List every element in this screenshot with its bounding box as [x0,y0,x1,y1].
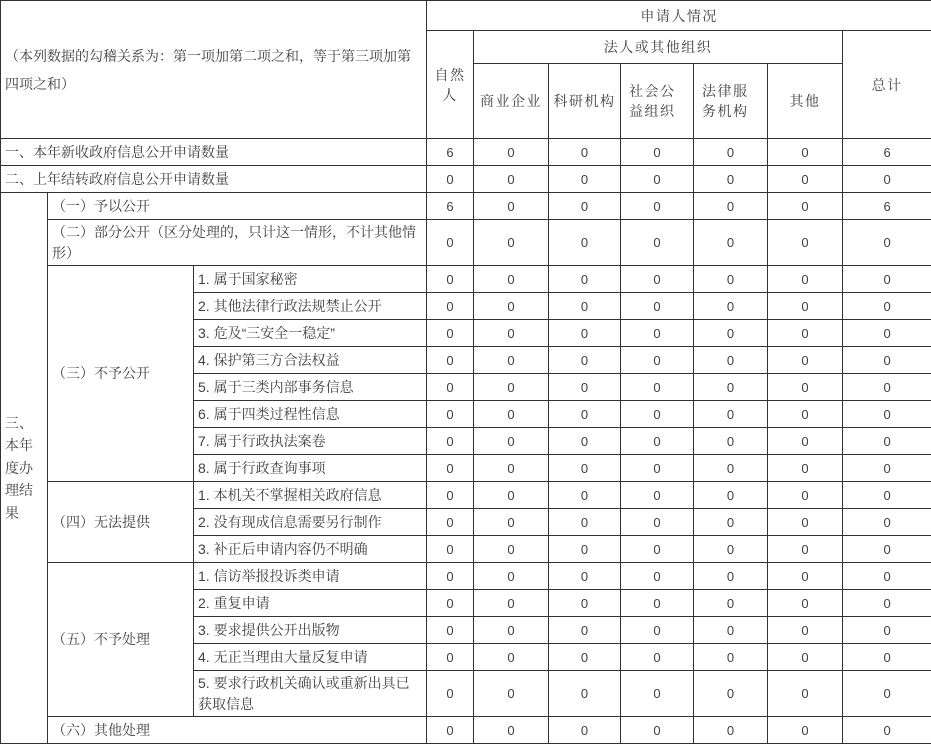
value-cell: 0 [621,293,694,320]
value-cell: 0 [768,563,843,590]
note-cell: （本列数据的勾稽关系为：第一项加第二项之和，等于第三项加第四项之和） [1,1,427,139]
col-header-public-welfare-org: 社会公益组织 [621,64,694,139]
col-header-research-institution: 科研机构 [549,64,621,139]
value-cell: 0 [843,717,931,744]
table-row [1,717,931,744]
value-cell: 0 [621,428,694,455]
value-cell: 0 [474,671,549,717]
value-cell: 0 [768,166,843,193]
value-cell: 0 [768,455,843,482]
value-cell: 0 [427,374,474,401]
value-cell: 0 [549,401,621,428]
value-cell: 0 [549,193,621,220]
value-cell: 0 [768,320,843,347]
value-cell: 0 [843,293,931,320]
item-label: 7. 属于行政执法案卷 [194,428,427,455]
value-cell: 0 [549,482,621,509]
value-cell: 0 [694,644,768,671]
value-cell: 0 [427,536,474,563]
value-cell: 0 [621,220,694,266]
value-cell: 0 [427,563,474,590]
value-cell: 0 [549,671,621,717]
value-cell: 0 [427,482,474,509]
value-cell: 6 [427,193,474,220]
value-cell: 0 [474,374,549,401]
item-label: 4. 无正当理由大量反复申请 [194,644,427,671]
table-row [1,166,931,193]
value-cell: 0 [694,509,768,536]
value-cell: 0 [621,482,694,509]
value-cell: 0 [843,617,931,644]
value-cell: 0 [427,401,474,428]
value-cell: 0 [549,293,621,320]
value-cell: 0 [694,401,768,428]
value-cell: 0 [427,617,474,644]
value-cell: 0 [621,374,694,401]
table-row [1,482,931,509]
value-cell: 0 [843,166,931,193]
value-cell: 0 [768,347,843,374]
value-cell: 0 [768,139,843,166]
value-cell: 0 [474,644,549,671]
value-cell: 0 [549,617,621,644]
value-cell: 0 [621,401,694,428]
value-cell: 0 [474,266,549,293]
value-cell: 0 [768,293,843,320]
table-row [1,266,931,293]
value-cell: 0 [427,293,474,320]
value-cell: 0 [768,617,843,644]
value-cell: 0 [843,320,931,347]
value-cell: 0 [843,671,931,717]
col-header-commercial-enterprise: 商业企业 [474,64,549,139]
value-cell: 0 [474,193,549,220]
value-cell: 0 [474,590,549,617]
value-cell: 0 [427,220,474,266]
item-label: 2. 没有现成信息需要另行制作 [194,509,427,536]
value-cell: 0 [768,644,843,671]
value-cell: 0 [694,590,768,617]
item-label: 2. 重复申请 [194,590,427,617]
value-cell: 0 [549,139,621,166]
value-cell: 0 [427,347,474,374]
value-cell: 0 [427,166,474,193]
value-cell: 0 [427,671,474,717]
item-label: 6. 属于四类过程性信息 [194,401,427,428]
value-cell: 0 [843,347,931,374]
value-cell: 0 [768,401,843,428]
value-cell: 0 [427,590,474,617]
value-cell: 0 [474,293,549,320]
value-cell: 0 [694,617,768,644]
value-cell: 0 [694,482,768,509]
value-cell: 0 [474,563,549,590]
table-row [1,220,931,266]
value-cell: 0 [474,482,549,509]
header-legal-or-other-org: 法人或其他组织 [474,31,843,64]
value-cell: 0 [768,482,843,509]
row-label-granted-disclosure: （一）予以公开 [48,193,427,220]
value-cell: 0 [427,717,474,744]
header-applicant-situation: 申请人情况 [427,1,931,31]
value-cell: 0 [694,428,768,455]
item-label: 4. 保护第三方合法权益 [194,347,427,374]
value-cell: 0 [694,166,768,193]
value-cell: 0 [694,536,768,563]
value-cell: 0 [843,644,931,671]
row-label-other-processing: （六）其他处理 [48,717,427,744]
value-cell: 0 [694,139,768,166]
value-cell: 0 [694,293,768,320]
value-cell: 0 [843,536,931,563]
value-cell: 0 [843,482,931,509]
item-label: 1. 属于国家秘密 [194,266,427,293]
value-cell: 0 [549,347,621,374]
col-header-total: 总计 [843,31,931,139]
value-cell: 0 [843,220,931,266]
value-cell: 0 [621,671,694,717]
item-label: 1. 信访举报投诉类申请 [194,563,427,590]
value-cell: 0 [474,717,549,744]
table-row [1,139,931,166]
value-cell: 0 [621,717,694,744]
value-cell: 0 [768,374,843,401]
value-cell: 0 [694,717,768,744]
value-cell: 0 [549,166,621,193]
value-cell: 0 [474,166,549,193]
value-cell: 0 [549,374,621,401]
value-cell: 0 [843,428,931,455]
value-cell: 0 [694,563,768,590]
item-label: 5. 属于三类内部事务信息 [194,374,427,401]
group-label-not-processed: （五）不予处理 [48,563,194,717]
value-cell: 0 [768,717,843,744]
row-label-carried-over: 二、上年结转政府信息公开申请数量 [1,166,427,193]
value-cell: 0 [549,220,621,266]
table-row [1,563,931,590]
value-cell: 0 [549,717,621,744]
header-row-1 [1,1,931,31]
value-cell: 0 [549,644,621,671]
row-label-partial-disclosure: （二）部分公开（区分处理的，只计这一情形，不计其他情形） [48,220,427,266]
item-label: 3. 危及“三安全一稳定” [194,320,427,347]
value-cell: 0 [474,139,549,166]
value-cell: 0 [427,428,474,455]
value-cell: 0 [549,266,621,293]
value-cell: 0 [549,509,621,536]
value-cell: 0 [768,428,843,455]
value-cell: 0 [621,320,694,347]
value-cell: 0 [768,220,843,266]
value-cell: 6 [427,139,474,166]
col-header-other: 其他 [768,64,843,139]
section-label-annual-results: 三、本年度办理结果 [1,193,48,744]
item-label: 8. 属于行政查询事项 [194,455,427,482]
value-cell: 0 [621,509,694,536]
value-cell: 0 [427,455,474,482]
value-cell: 0 [549,590,621,617]
value-cell: 0 [694,266,768,293]
value-cell: 0 [768,536,843,563]
value-cell: 0 [621,193,694,220]
value-cell: 0 [427,320,474,347]
value-cell: 0 [549,455,621,482]
value-cell: 0 [474,401,549,428]
item-label: 3. 要求提供公开出版物 [194,617,427,644]
value-cell: 0 [768,671,843,717]
value-cell: 0 [843,401,931,428]
value-cell: 0 [621,139,694,166]
value-cell: 0 [621,266,694,293]
value-cell: 0 [768,266,843,293]
value-cell: 0 [843,455,931,482]
col-header-legal-service-org: 法律服务机构 [694,64,768,139]
table-row [1,193,931,220]
value-cell: 0 [843,509,931,536]
group-label-not-disclosed: （三）不予公开 [48,266,194,482]
value-cell: 0 [621,347,694,374]
value-cell: 0 [694,347,768,374]
value-cell: 0 [549,563,621,590]
value-cell: 0 [474,509,549,536]
value-cell: 0 [621,166,694,193]
value-cell: 0 [694,671,768,717]
value-cell: 0 [474,220,549,266]
value-cell: 0 [474,320,549,347]
value-cell: 0 [843,590,931,617]
value-cell: 0 [474,536,549,563]
value-cell: 0 [621,536,694,563]
value-cell: 0 [474,617,549,644]
item-label: 1. 本机关不掌握相关政府信息 [194,482,427,509]
item-label: 3. 补正后申请内容仍不明确 [194,536,427,563]
value-cell: 0 [694,220,768,266]
value-cell: 0 [843,374,931,401]
value-cell: 0 [768,193,843,220]
value-cell: 0 [474,455,549,482]
value-cell: 0 [621,563,694,590]
value-cell: 0 [474,347,549,374]
value-cell: 0 [427,644,474,671]
value-cell: 0 [768,590,843,617]
value-cell: 0 [694,320,768,347]
value-cell: 0 [621,590,694,617]
value-cell: 0 [549,428,621,455]
value-cell: 0 [549,320,621,347]
col-header-natural-person: 自然人 [427,31,474,139]
value-cell: 0 [549,536,621,563]
value-cell: 0 [621,455,694,482]
value-cell: 0 [694,455,768,482]
value-cell: 0 [843,266,931,293]
value-cell: 0 [427,266,474,293]
value-cell: 0 [694,193,768,220]
value-cell: 0 [427,509,474,536]
value-cell: 0 [843,563,931,590]
value-cell: 0 [621,644,694,671]
row-label-new-applications: 一、本年新收政府信息公开申请数量 [1,139,427,166]
group-label-unable-to-provide: （四）无法提供 [48,482,194,563]
value-cell: 0 [694,374,768,401]
item-label: 5. 要求行政机关确认或重新出具已获取信息 [194,671,427,717]
item-label: 2. 其他法律行政法规禁止公开 [194,293,427,320]
value-cell: 6 [843,193,931,220]
value-cell: 6 [843,139,931,166]
value-cell: 0 [768,509,843,536]
value-cell: 0 [621,617,694,644]
value-cell: 0 [474,428,549,455]
